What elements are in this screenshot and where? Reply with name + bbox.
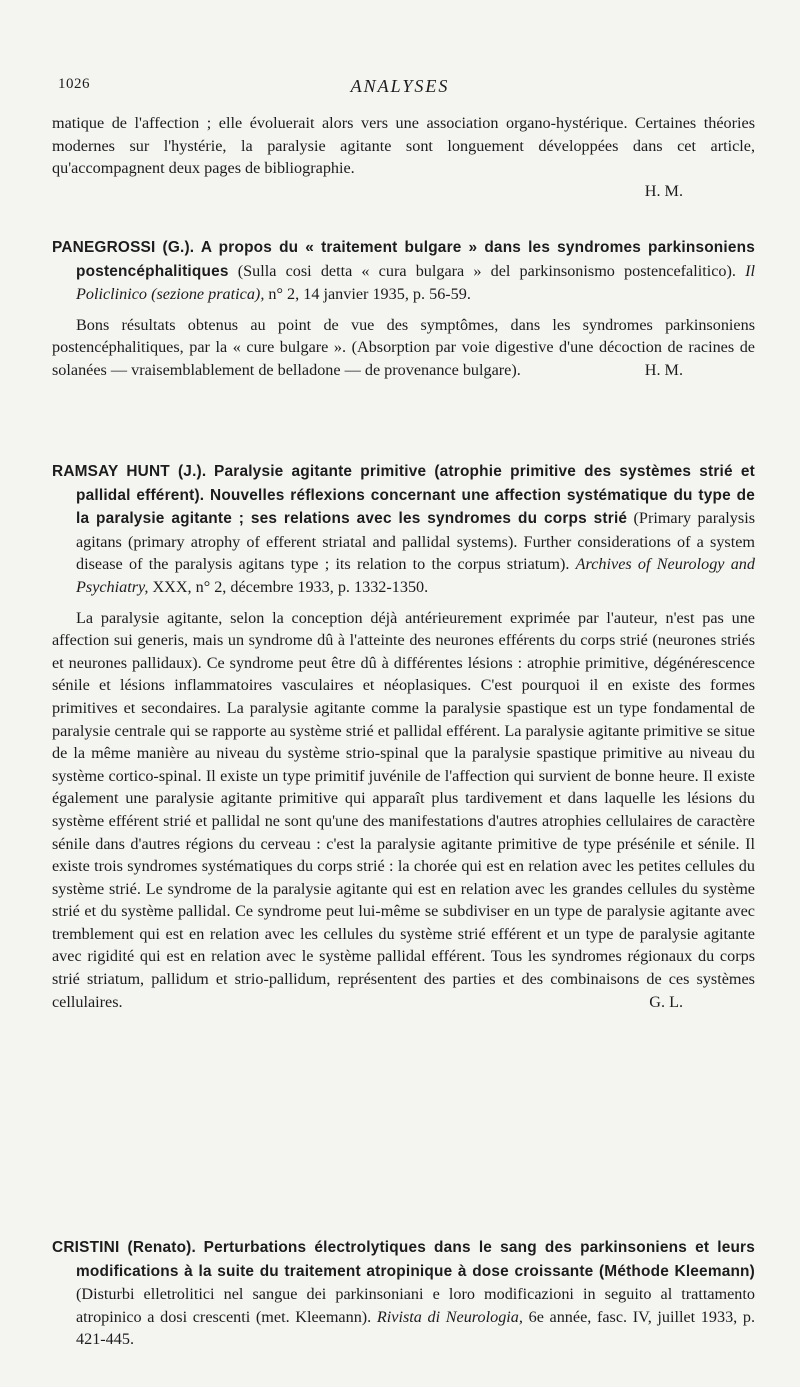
- entry-title: A propos du « traitement bulgare » dans les syndromes parkinsoniens postencéphalitiques: [76, 239, 756, 280]
- review-entry-ramsay-hunt: [52, 460, 755, 1013]
- entry-heading: [52, 236, 755, 306]
- entry-citation: n° 2, 14 janvier 1935, p. 56-59.: [268, 285, 471, 304]
- entry-body-text: Bons résultats obtenus au point de vue des symptômes, dans les syndromes parkinsoniens postencéphalitiques, par la « cure bulgare ». (Absorption par voie digestive d'une décoction de racines de solanées — vraisemblablement de belladone — de provenance bulgare).: [52, 315, 755, 379]
- review-entry-cristini: [52, 1236, 755, 1351]
- entry-original-title: (Disturbi elletrolitici nel sangue dei parkinsoniani e loro modificazioni in seguito al trattamento atropinico a dosi crescenti (met. Kleemann).: [76, 1285, 755, 1326]
- entry-journal: Archives of Neurology and Psychiatry,: [76, 555, 755, 596]
- entry-signature: H. M.: [644, 360, 683, 379]
- entry-original-title: (Sulla cosi detta « cura bulgara » del parkinsonismo postencefalitico).: [237, 261, 736, 280]
- review-entry-panegrossi: [52, 236, 755, 382]
- entry-author: PANEGROSSI (G.).: [52, 239, 195, 256]
- page-number: 1026: [58, 76, 90, 92]
- intro-text: matique de l'affection ; elle évoluerait alors vers une association organo-hystérique. Certaines théories modernes sur l'hystérie, la paralysie agitante sont longuement développées dans cet article, qu'accompagnent deux pages de bibliographie.: [52, 114, 755, 178]
- entry-journal: Il Policlinico (sezione pratica),: [76, 261, 755, 304]
- intro-block: [52, 112, 755, 202]
- entry-title: Perturbations électrolytiques dans le sang des parkinsoniens et leurs modifications à la suite du traitement atropinique à dose croissante (Méthode Kleemann): [76, 1239, 756, 1280]
- entry-signature: G. L.: [649, 992, 683, 1011]
- entry-citation: 6e année, fasc. IV, juillet 1933, p. 421-445.: [76, 1307, 756, 1349]
- entry-title: Paralysie agitante primitive (atrophie primitive des systèmes strié et pallidal efférent). Nouvelles réflexions concernant une affection systématique du type de la paralysie agitante ; ses relations avec les syndromes du corps strié: [76, 463, 755, 528]
- entry-body: [52, 314, 755, 382]
- entry-heading: [52, 1236, 755, 1351]
- entry-body-text: La paralysie agitante, selon la conception déjà antérieurement exprimée par l'auteur, n'est pas une affection sui generis, mais un syndrome dû à l'atteinte des neurones efférents du corps strié (neurones striés et neurones pallidaux). Ce syndrome peut être dû à différentes lésions : atrophie primitive, dégénérescence sénile et lésions inflammatoires vasculaires et néoplasiques. C'est pourquoi il en existe des formes primitives et secondaires. La paralysie agitante comme la paralysie spastique est un type fondamental de paralysie centrale qui se rapporte au système strié et pallidal efférent. La paralysie agitante primitive se situe de la même manière au niveau du système strio-spinal que la paralysie spastique primitive au niveau du système cortico-spinal. Il existe un type primitif juvénile de l'affection qui survient de bonne heure. Il existe également une paralysie agitante primitive qui apparaît plus tardivement et dans laquelle les lésions du système efférent strié et pallidal ne sont qu'une des manifestations d'autres atrophies cellulaires de caractère sénile dans d'autres régions du cerveau : c'est la paralysie agitante primitive de type présénile et sénile. Il existe trois syndromes systématiques du corps strié : la chorée qui est en relation avec les petites cellules du système strié. Le syndrome de la paralysie agitante qui est en relation avec les grandes cellules du système strié et du système pallidal. Ce syndrome peut lui-même se subdiviser en un type de paralysie agitante avec tremblement qui est en relation avec les cellules du système strié efférent et un type de paralysie agitante avec rigidité qui est en relation avec le système pallidal efférent. Tous les syndromes régionaux du corps strié striatum, pallidum et strio-pallidum, représentent des parties et des combinaisons de ces systèmes cellulaires.: [52, 608, 755, 1011]
- entry-citation: XXX, n° 2, décembre 1933, p. 1332-1350.: [152, 577, 429, 596]
- entry-body: [52, 607, 755, 1014]
- entry-author: RAMSAY HUNT (J.).: [52, 463, 207, 480]
- entry-journal: Rivista di Neurologia,: [376, 1307, 523, 1326]
- entry-author: CRISTINI (Renato).: [52, 1239, 196, 1256]
- section-title: ANALYSES: [350, 76, 450, 96]
- intro-signature: H. M.: [644, 181, 683, 200]
- entry-original-title: (Primary paralysis agitans (primary atrophy of efferent striatal and pallidal systems). Further considerations of a system disease of the paralysis agitans type ; its relation to the corpus striatum).: [76, 509, 755, 574]
- page-header: [0, 72, 800, 102]
- entry-heading: [52, 460, 755, 599]
